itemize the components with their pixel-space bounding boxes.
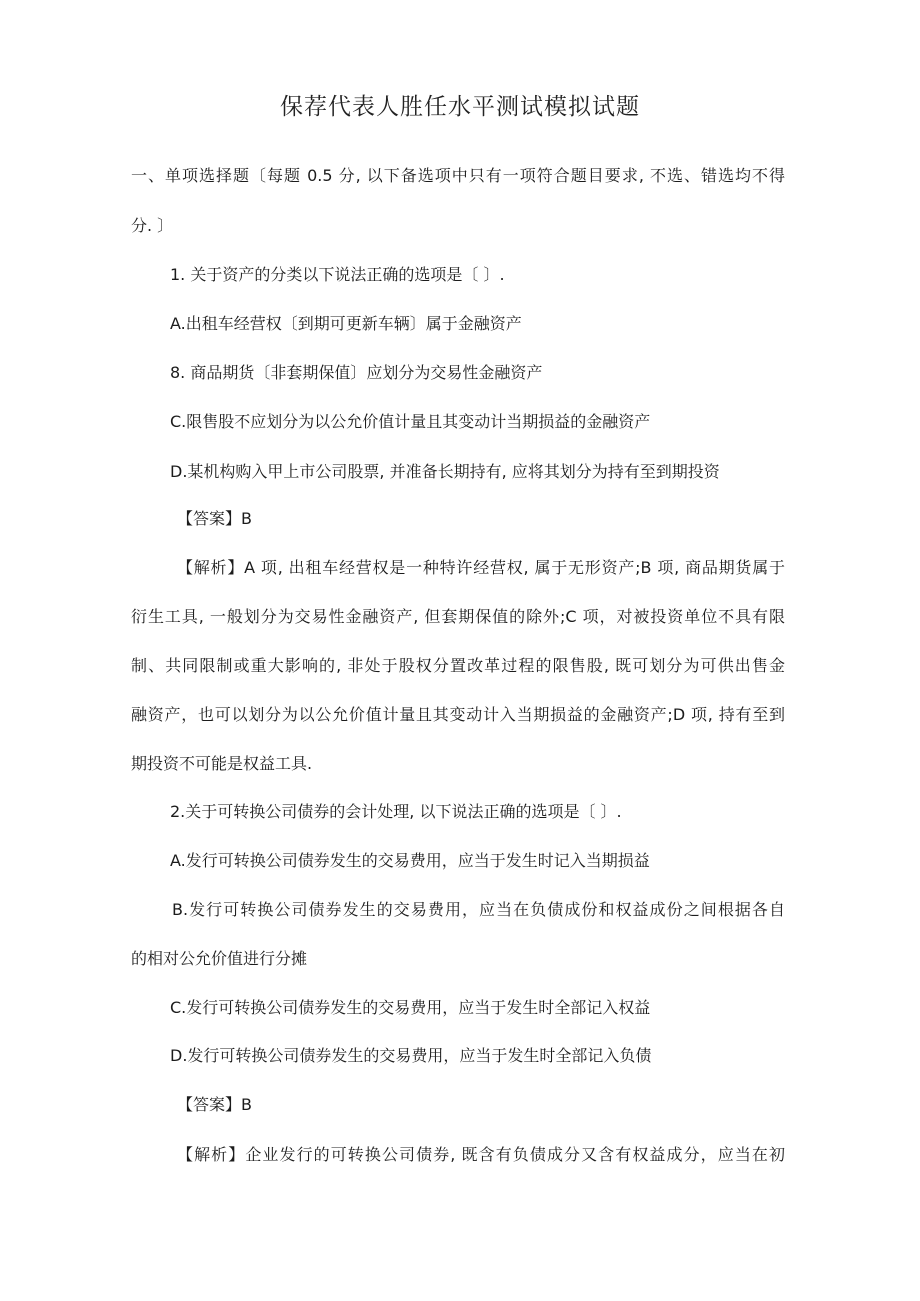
question-2-option-c: C.发行可转换公司债券发生的交易费用，应当于发生时全部记入权益: [170, 998, 651, 1017]
question-2-explanation-line-1: 【解析】企业发行的可转换公司债券, 既含有负债成分又含有权益成分，应当在初: [177, 1145, 785, 1164]
question-1-option-d: D.某机构购入甲上市公司股票, 并准备长期持有, 应将其划分为持有至到期投资: [170, 462, 720, 481]
question-1-answer: 【答案】B: [177, 509, 252, 528]
document-title: 保荐代表人胜任水平测试模拟试题: [280, 94, 640, 120]
question-2-option-b-line-2: 的相对公允价值进行分摊: [131, 949, 308, 968]
question-1-explanation-line-4: 融资产，也可以划分为以公允价值计量且其变动计入当期损益的金融资产;D 项, 持有至到: [131, 705, 785, 724]
question-2-option-b-line-1: B.发行可转换公司债券发生的交易费用，应当在负债成份和权益成份之间根据各自: [172, 900, 785, 919]
question-1-stem: 1. 关于资产的分类以下说法正确的选项是〔 〕.: [170, 265, 505, 284]
question-1-option-a: A.出租车经营权〔到期可更新车辆〕属于金融资产: [170, 314, 522, 333]
section-heading-line-1: 一、单项选择题〔每题 0.5 分, 以下备选项中只有一项符合题目要求, 不选、错选均不得: [131, 166, 785, 185]
section-heading-line-2: 分. 〕: [131, 216, 174, 235]
question-2-option-a: A.发行可转换公司债券发生的交易费用，应当于发生时记入当期损益: [170, 851, 650, 870]
question-1-option-b: 8. 商品期货〔非套期保值〕应划分为交易性金融资产: [170, 363, 543, 382]
question-1-explanation-line-5: 期投资不可能是权益工具.: [131, 754, 313, 773]
question-1-explanation-line-3: 制、共同限制或重大影响的, 非处于股权分置改革过程的限售股, 既可划分为可供出售金: [131, 656, 785, 675]
question-2-answer: 【答案】B: [177, 1095, 252, 1114]
question-1-explanation-line-1: 【解析】A 项, 出租车经营权是一种特许经营权, 属于无形资产;B 项, 商品期货属于: [177, 558, 785, 577]
question-2-stem: 2.关于可转换公司债券的会计处理, 以下说法正确的选项是〔 〕.: [170, 802, 622, 821]
question-1-option-c: C.限售股不应划分为以公允价值计量且其变动计当期损益的金融资产: [170, 412, 651, 431]
question-1-explanation-line-2: 衍生工具, 一般划分为交易性金融资产, 但套期保值的除外;C 项，对被投资单位不具有限: [131, 607, 785, 626]
question-2-option-d: D.发行可转换公司债券发生的交易费用，应当于发生时全部记入负债: [170, 1046, 652, 1065]
